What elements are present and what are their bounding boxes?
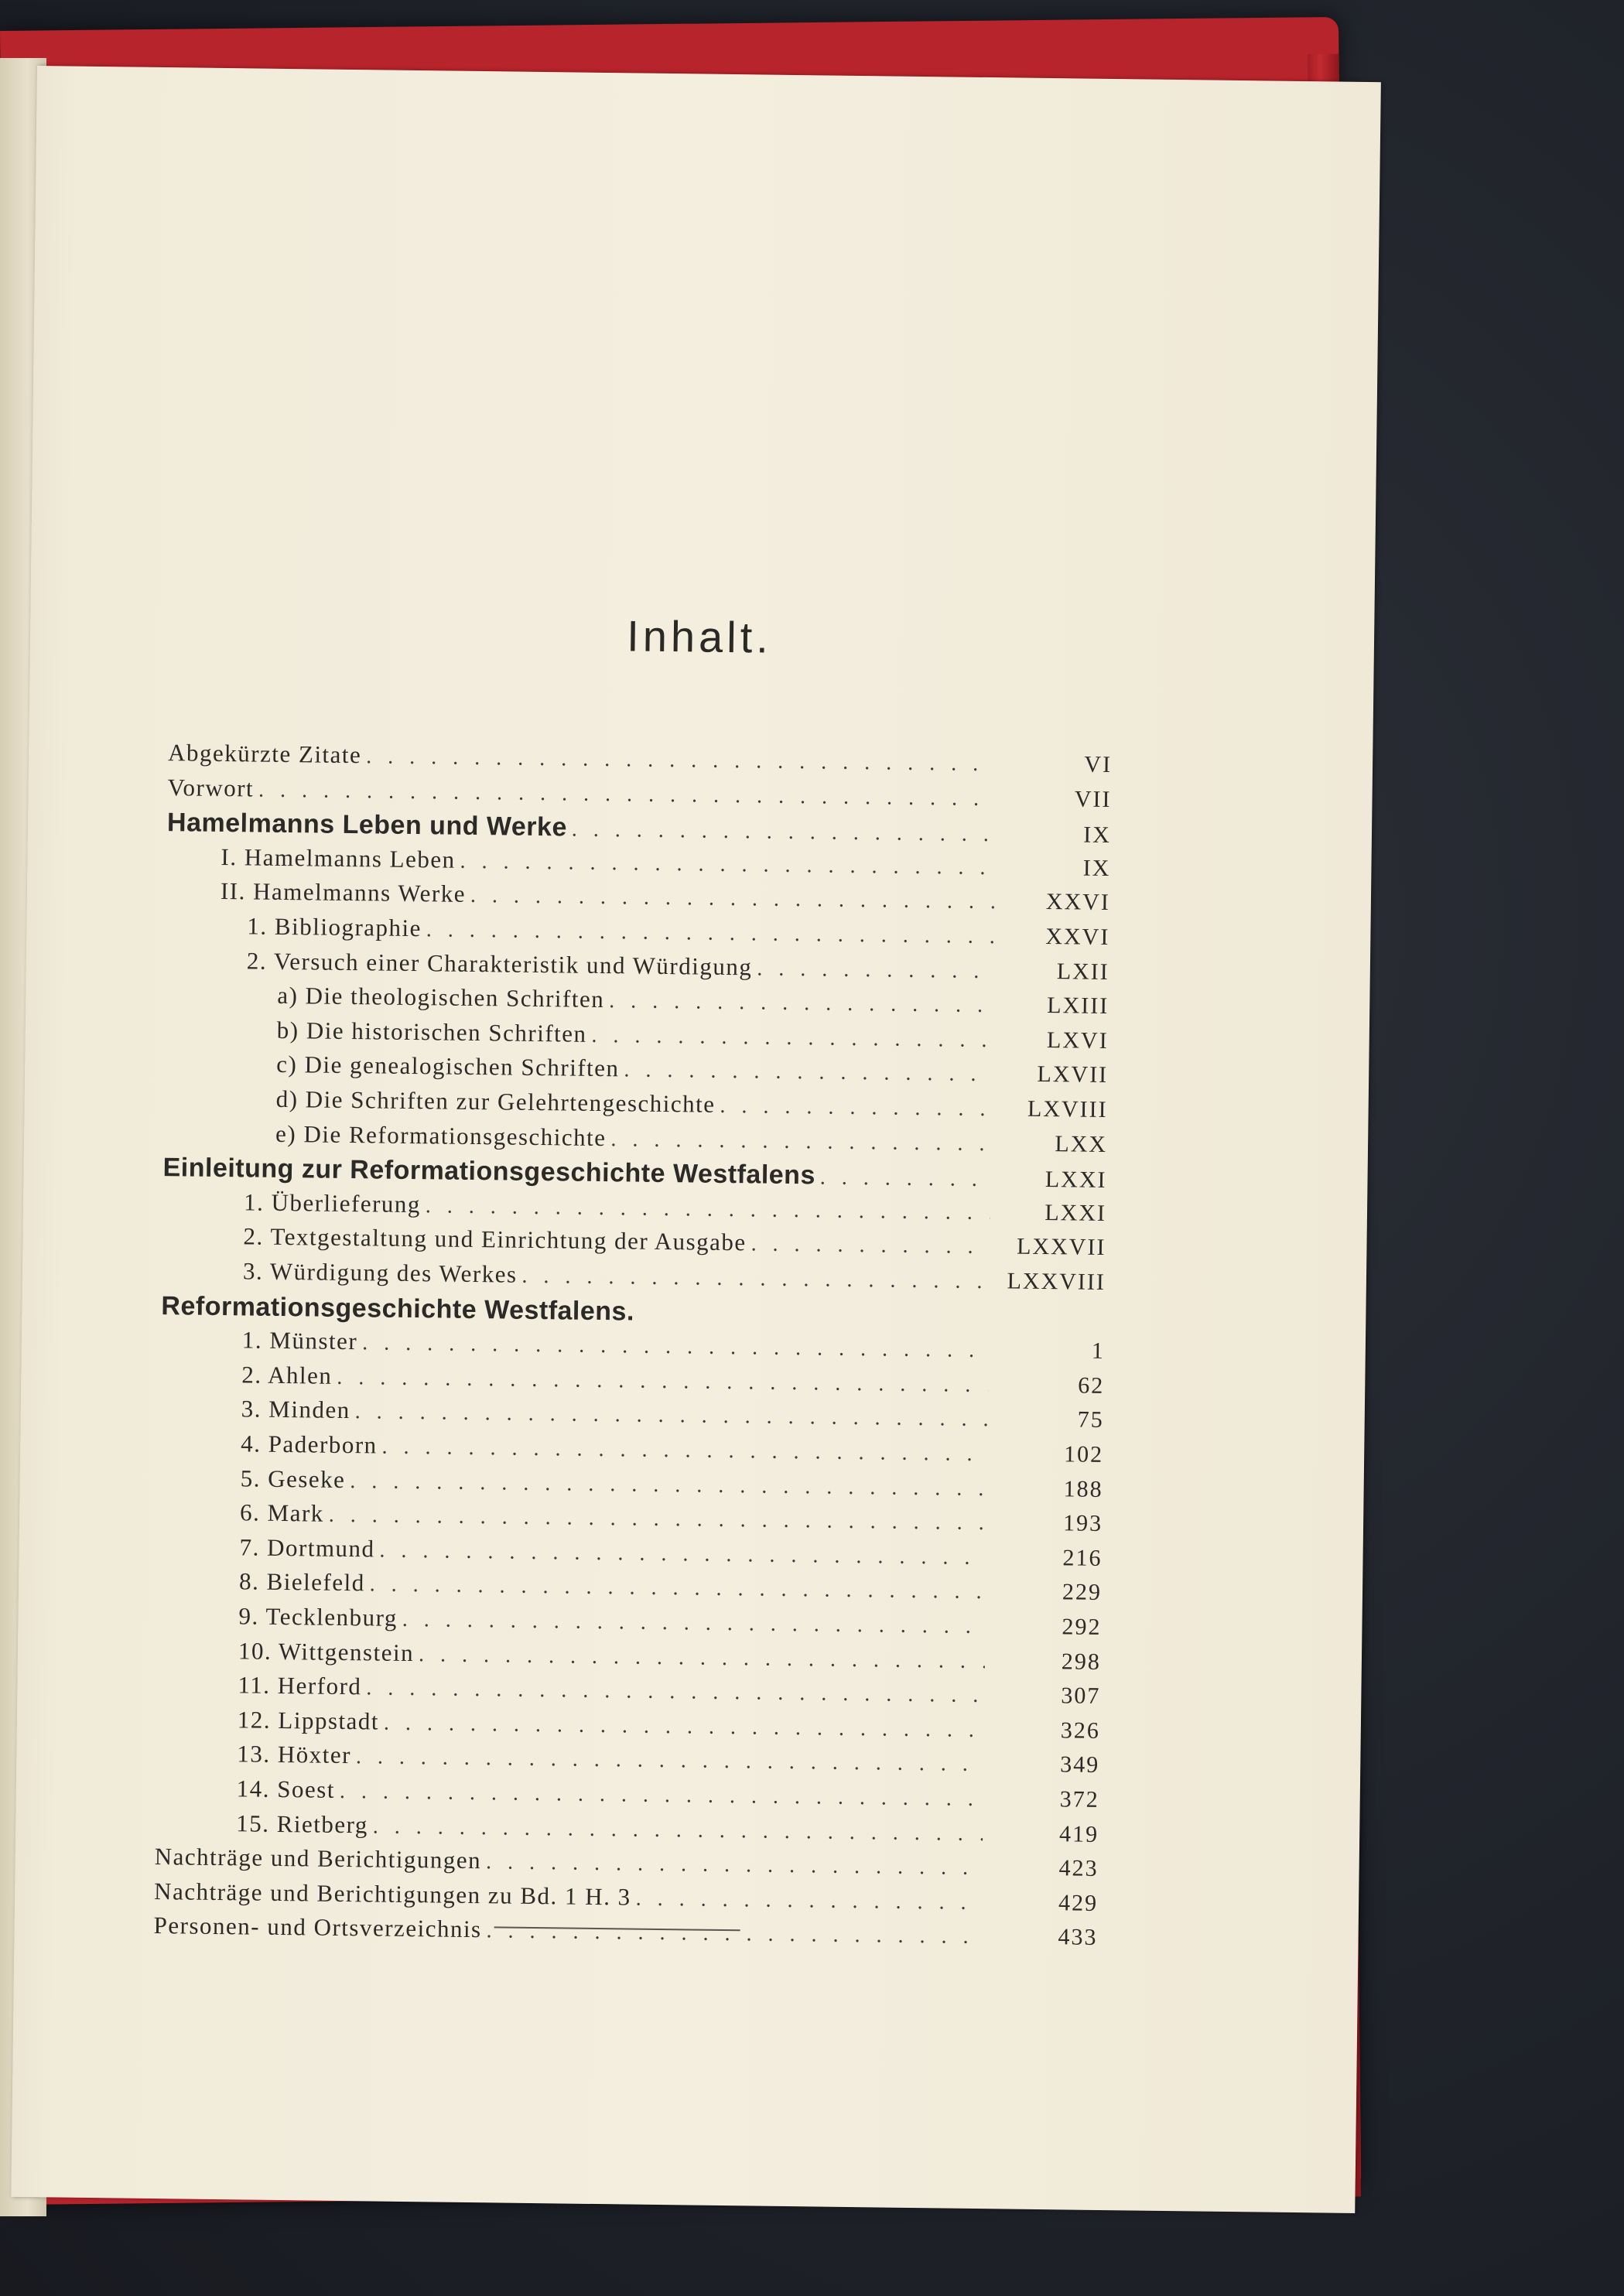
toc-entry-leader-dots [635,1886,982,1915]
toc-entry-label: 9. Tecklenburg [238,1602,398,1631]
toc-entry-label: 3. Würdigung des Werkes [242,1257,518,1288]
toc-entry-page-number: 62 [1078,1372,1105,1399]
toc-entry-page-number: 423 [1058,1855,1099,1882]
toc-entry-label: 1. Überlieferung [243,1188,422,1218]
toc-entry-page-number: LXX [1055,1130,1108,1157]
toc-entry-label: 7. Dortmund [239,1533,375,1563]
toc-entry-label: 10. Wittgenstein [238,1636,415,1666]
toc-entry-leader-dots [402,1608,986,1639]
toc-entry-leader-dots [356,1745,984,1778]
toc-entry-leader-dots [624,1058,992,1088]
toc-entry-page-number: IX [1083,822,1112,849]
toc-entry-page-number: 419 [1058,1820,1099,1847]
toc-entry-page-number: LXVI [1046,1027,1109,1054]
toc-entry-leader-dots [350,1469,987,1502]
toc-entry-leader-dots [460,849,994,880]
toc-entry-leader-dots [340,1779,983,1812]
toc-entry-label: 5. Geseke [240,1464,346,1493]
toc-entry-label: Nachträge und Berichtigungen zu Bd. 1 H. 3 [153,1877,631,1911]
toc-entry-label: Personen- und Ortsverzeichnis [153,1912,482,1943]
toc-entry-label: I. Hamelmanns Leben [221,842,456,873]
toc-entry-page-number: XXVI [1045,889,1111,916]
toc-entry-leader-dots [258,777,996,811]
toc-entry-page-number: LXVIII [1027,1095,1108,1123]
toc-entry-leader-dots [369,1573,986,1605]
toc-entry-label: 3. Minden [241,1395,350,1424]
toc-entry-leader-dots [329,1503,987,1536]
toc-entry-page-number: 429 [1058,1890,1099,1916]
toc-entry-page-number: XXVI [1045,924,1110,951]
toc-entry-label: 8. Bielefeld [238,1567,365,1597]
toc-entry-label: a) Die theologischen Schriften [277,982,605,1013]
toc-entry-label: 2. Ahlen [241,1361,333,1389]
toc-entry-label: 1. Münster [241,1326,358,1355]
toc-entry-page-number: 326 [1060,1717,1101,1744]
toc-entry-label: 11. Herford [238,1671,362,1700]
toc-entry-leader-dots [486,1850,983,1881]
toc-entry-leader-dots [609,989,993,1018]
book-page [11,66,1381,2213]
toc-entry-page-number: 298 [1061,1648,1102,1675]
toc-entry-label: 12. Lippstadt [237,1706,380,1735]
toc-entry-leader-dots [426,917,994,949]
toc-entry-leader-dots [337,1365,988,1398]
toc-entry-leader-dots [820,1166,991,1193]
toc-entry-label: c) Die genealogischen Schriften [276,1051,620,1082]
toc-entry-label: 13. Höxter [237,1740,352,1769]
toc-entry-page-number: 292 [1062,1614,1102,1640]
toc-entry-page-number: LXXI [1044,1199,1107,1226]
toc-entry-page-number: LXXI [1044,1167,1107,1194]
toc-entry-leader-dots [355,1400,988,1433]
toc-entry-leader-dots [362,1331,989,1363]
toc-entry-label: 2. Textgestaltung und Einrichtung der Ausgabe [243,1222,747,1256]
toc-entry-leader-dots [384,1710,984,1742]
toc-entry-label: Nachträge und Berichtigungen [154,1843,482,1874]
toc-entry-label: d) Die Schriften zur Gelehrtengeschichte [275,1085,716,1118]
toc-entry-page-number: 349 [1060,1751,1100,1778]
toc-entry-page-number: 102 [1063,1441,1104,1467]
toc-entry-page-number: LXXVIII [1007,1268,1106,1295]
toc-entry-page-number: IX [1082,855,1111,881]
toc-entry-page-number: 433 [1058,1924,1098,1951]
toc-entry-label: 14. Soest [236,1775,336,1803]
toc-entry-leader-dots [373,1814,983,1847]
toc-entry-label: 2. Versuch einer Charakteristik und Würdigung [246,946,753,980]
toc-entry-leader-dots [486,1919,981,1950]
toc-entry-leader-dots [572,818,996,848]
toc-entry-page-number: 193 [1062,1510,1103,1537]
toc-entry-page-number: VI [1084,751,1113,778]
toc-entry-leader-dots [610,1127,991,1157]
toc-entry-page-number: LXII [1056,958,1109,985]
toc-entry-label: Reformationsgeschichte Westfalens. [161,1290,635,1327]
toc-entry-label: II. Hamelmanns Werke [220,877,467,908]
toc-entry-leader-dots [419,1642,985,1674]
toc-entry-label: Vorwort [167,773,255,802]
toc-entry-label: 4. Paderborn [241,1430,378,1459]
toc-entry-label: 6. Mark [239,1498,325,1527]
toc-entry-leader-dots [591,1023,993,1053]
toc-entry-leader-dots [757,956,993,984]
toc-entry-page-number: 75 [1077,1406,1104,1433]
toc-entry-page-number: VII [1074,786,1112,812]
toc-entry-page-number: 216 [1062,1545,1103,1571]
toc-entry-page-number: LXXVII [1016,1233,1106,1261]
toc-entry-leader-dots [470,883,994,914]
toc-entry-leader-dots [381,1435,987,1467]
page-title: Inhalt. [626,611,773,662]
toc-entry-label: e) Die Reformationsgeschichte [275,1119,607,1151]
toc-entry-leader-dots [750,1232,990,1260]
toc-entry-leader-dots [366,1676,984,1709]
toc-entry-leader-dots [426,1194,990,1225]
toc-entry-leader-dots [720,1094,992,1122]
toc-entry-page-number: 372 [1059,1786,1099,1813]
toc-entry-page-number: 229 [1062,1579,1103,1606]
toc-entry-page-number: 188 [1063,1475,1103,1502]
toc-entry-label: 15. Rietberg [236,1809,369,1838]
toc-entry-leader-dots [521,1264,990,1294]
toc-entry-label: Hamelmanns Leben und Werke [166,808,568,842]
toc-entry-label: b) Die historischen Schriften [276,1016,587,1047]
toc-entry-page-number: 1 [1091,1338,1106,1365]
toc-entry-page-number: LXVII [1037,1061,1109,1088]
toc-entry-label: Abgekürzte Zitate [167,739,362,769]
toc-entry-page-number: 307 [1061,1683,1101,1710]
toc-entry-leader-dots [379,1538,986,1570]
toc-entry-label: Einleitung zur Reformationsgeschichte Westfalens [162,1153,816,1191]
toc-entry-page-number: LXIII [1047,993,1109,1020]
toc-entry-leader-dots [366,744,996,777]
toc-entry-label: 1. Bibliographie [247,912,422,942]
